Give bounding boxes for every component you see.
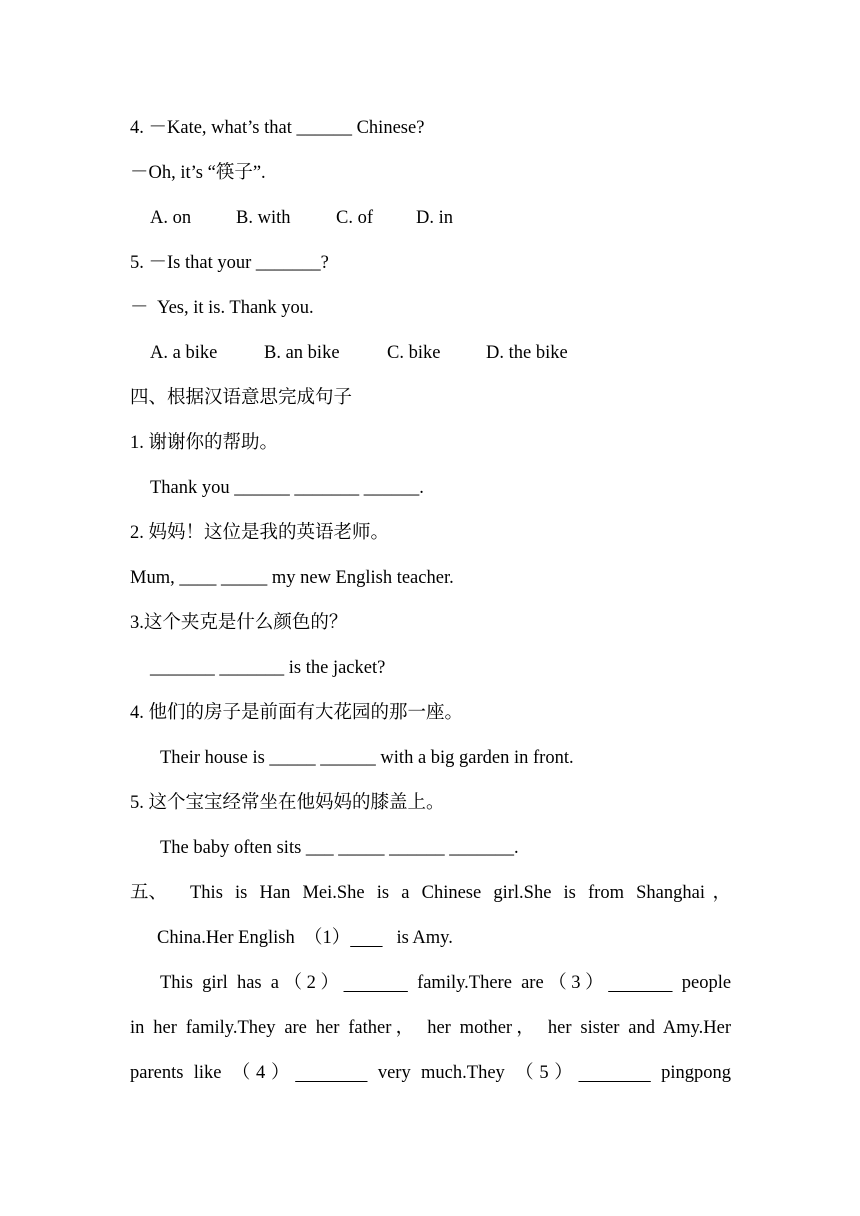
blank-1 (350, 928, 382, 948)
option-d: D. the bike (486, 343, 568, 363)
option-c: C. of (336, 208, 373, 228)
blank-5 (578, 1063, 650, 1083)
section-5-label: 五、 (130, 883, 168, 903)
section-5-line-2 (157, 927, 453, 949)
option-a: A. on (150, 208, 192, 228)
passage-text: family.There are（3） (417, 973, 609, 993)
option-a: A. a bike (150, 343, 218, 363)
section-4-item-1-cn: 1. 谢谢你的帮助。 (130, 433, 279, 453)
passage-text: people (681, 973, 732, 993)
blank-3 (608, 973, 672, 993)
section-4-item-4-cn: 4. 他们的房子是前面有大花园的那一座。 (130, 703, 464, 723)
section-5-line-5 (130, 1062, 731, 1084)
section-4-heading: 四、根据汉语意思完成句子 (130, 388, 353, 408)
section-4-item-1-en: Thank you ______ _______ ______. (150, 478, 424, 498)
passage-text: very much.They （5） (377, 1063, 579, 1083)
section-5-line-3 (160, 972, 731, 994)
question-5: 5. －Is that your _______? (130, 253, 329, 273)
section-4-item-2-cn: 2. 妈妈！这位是我的英语老师。 (130, 523, 390, 543)
option-d: D. in (416, 208, 453, 228)
question-5-reply: － Yes, it is. Thank you. (130, 298, 314, 318)
section-5-line-1: This is Han Mei.She is a Chinese girl.She is from Shanghai， (190, 883, 731, 903)
section-4-item-3-cn: 3.这个夹克是什么颜色的？ (130, 613, 348, 633)
blank-2 (344, 973, 408, 993)
option-b: B. with (236, 208, 291, 228)
section-4-item-3-en: _______ _______ is the jacket? (150, 658, 386, 678)
passage-text: China.Her English （1） (157, 928, 351, 948)
blank-4 (295, 1063, 367, 1083)
passage-text: pingpong (661, 1063, 732, 1083)
section-4-item-5-cn: 5. 这个宝宝经常坐在他妈妈的膝盖上。 (130, 793, 445, 813)
question-4-reply: －Oh, it’s “筷子”. (130, 163, 266, 183)
section-5-line-4: in her family.They are her father， her mother， her sister and Amy.Her (130, 1018, 731, 1038)
passage-text: is Amy. (382, 928, 453, 948)
question-4: 4. －Kate, what’s that ______ Chinese? (130, 118, 425, 138)
passage-text: parents like （4） (130, 1063, 296, 1083)
option-b: B. an bike (264, 343, 340, 363)
section-4-item-2-en: Mum, ____ _____ my new English teacher. (130, 568, 454, 588)
section-4-item-5-en: The baby often sits ___ _____ ______ _______. (160, 838, 519, 858)
passage-text: This girl has a（2） (160, 973, 344, 993)
option-c: C. bike (387, 343, 441, 363)
section-4-item-4-en: Their house is _____ ______ with a big garden in front. (160, 748, 574, 768)
